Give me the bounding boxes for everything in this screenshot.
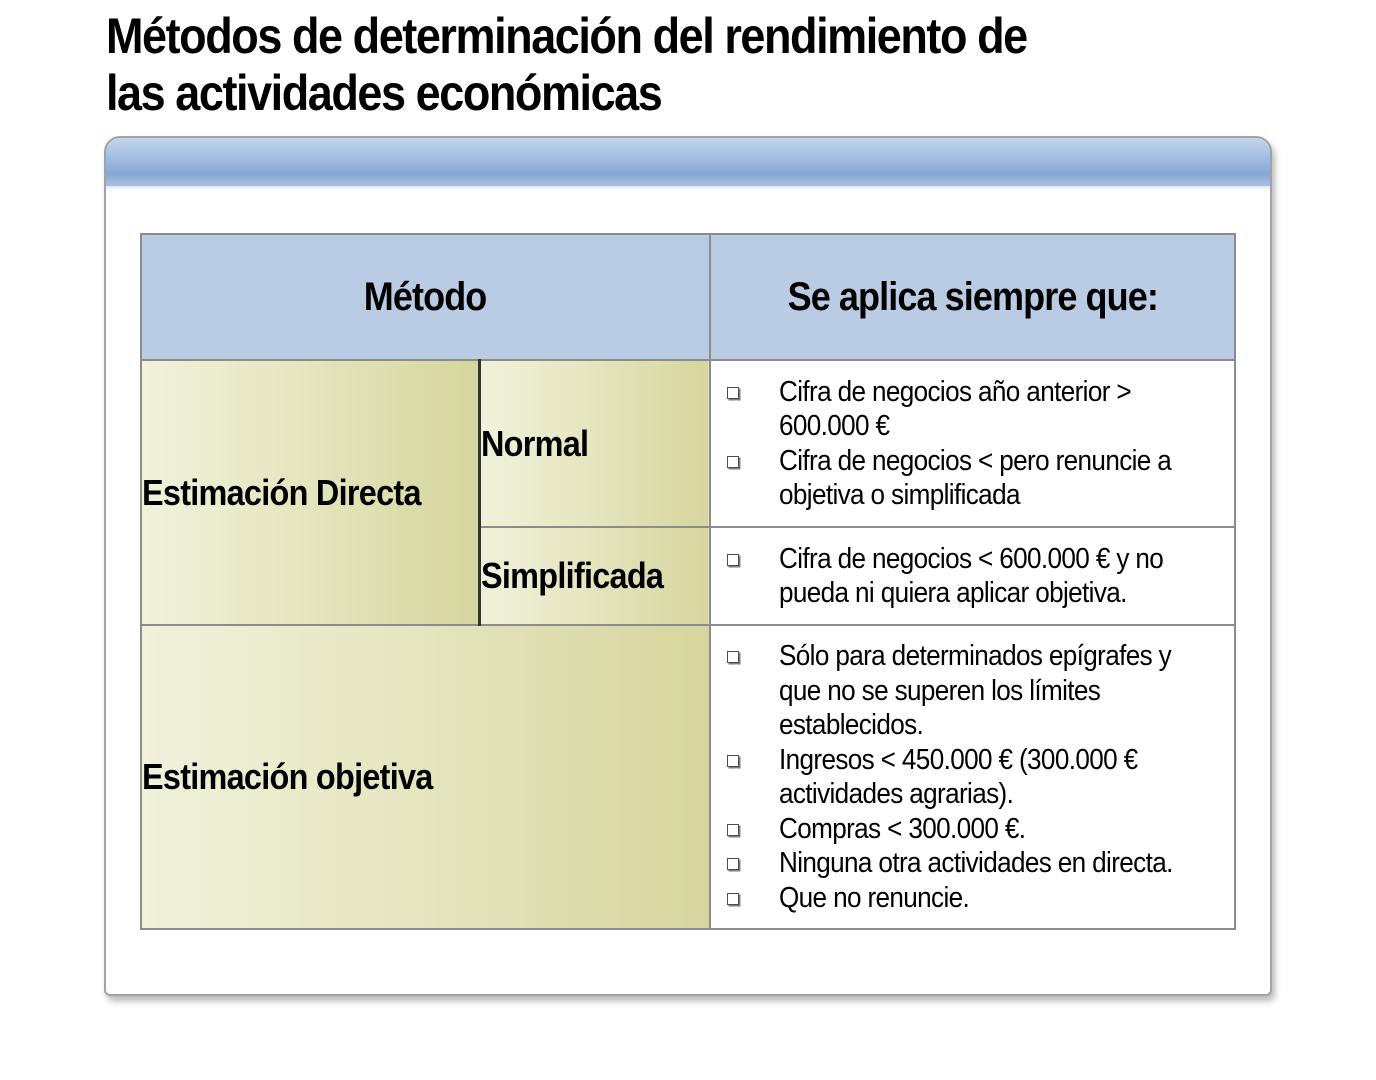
method-normal bbox=[479, 360, 710, 527]
conditions-normal bbox=[710, 360, 1235, 527]
square-bullet-icon bbox=[727, 755, 739, 767]
square-bullet-icon bbox=[727, 554, 739, 566]
conditions-objective-list bbox=[711, 639, 1234, 915]
method-objective-label: Estimación objetiva bbox=[142, 756, 433, 797]
square-bullet-icon bbox=[727, 387, 739, 399]
square-bullet-icon bbox=[727, 456, 739, 468]
frame-header-shine bbox=[106, 186, 1270, 190]
slide-title-line-2: las actividades económicas bbox=[106, 65, 662, 121]
square-bullet-icon bbox=[727, 893, 739, 905]
list-item: Cifra de negocios < 600.000 € y no pueda ni quiera aplicar objetiva. bbox=[727, 542, 1234, 611]
list-item: Cifra de negocios < pero renuncie a objetiva o simplificada bbox=[727, 444, 1234, 513]
method-simplified-label: Simplificada bbox=[480, 555, 663, 596]
conditions-simplified bbox=[710, 527, 1235, 625]
header-method bbox=[141, 234, 710, 360]
conditions-normal-list bbox=[711, 375, 1234, 513]
slide-title-line-1: Métodos de determinación del rendimiento de bbox=[106, 8, 1027, 64]
list-item: Sólo para determinados epígrafes y que no se superen los límites establecidos. bbox=[727, 639, 1234, 743]
method-direct-label: Estimación Directa bbox=[142, 471, 421, 513]
conditions-simplified-list bbox=[711, 542, 1234, 611]
list-item: Ingresos < 450.000 € (300.000 € actividades agrarias). bbox=[727, 743, 1234, 812]
conditions-objective bbox=[710, 625, 1235, 929]
frame-header-bar bbox=[106, 138, 1270, 187]
list-item: Cifra de negocios año anterior > 600.000 € bbox=[727, 375, 1234, 444]
table-row-objective bbox=[141, 625, 1235, 929]
header-method-label: Método bbox=[364, 274, 487, 319]
method-objective bbox=[141, 625, 710, 929]
method-direct bbox=[141, 360, 479, 625]
square-bullet-icon bbox=[727, 824, 739, 836]
header-applies-label: Se aplica siempre que: bbox=[787, 274, 1158, 319]
square-bullet-icon bbox=[727, 651, 739, 663]
list-item: Compras < 300.000 €. bbox=[727, 812, 1234, 847]
methods-table bbox=[140, 233, 1236, 930]
square-bullet-icon bbox=[727, 858, 739, 870]
header-applies bbox=[710, 234, 1235, 360]
method-normal-label: Normal bbox=[480, 422, 588, 464]
table-row-direct-normal bbox=[141, 360, 1235, 527]
list-item: Que no renuncie. bbox=[727, 881, 1234, 916]
list-item: Ninguna otra actividades en directa. bbox=[727, 846, 1234, 881]
slide-title bbox=[106, 8, 1027, 122]
table-header-row bbox=[141, 234, 1235, 360]
method-simplified bbox=[479, 527, 710, 625]
